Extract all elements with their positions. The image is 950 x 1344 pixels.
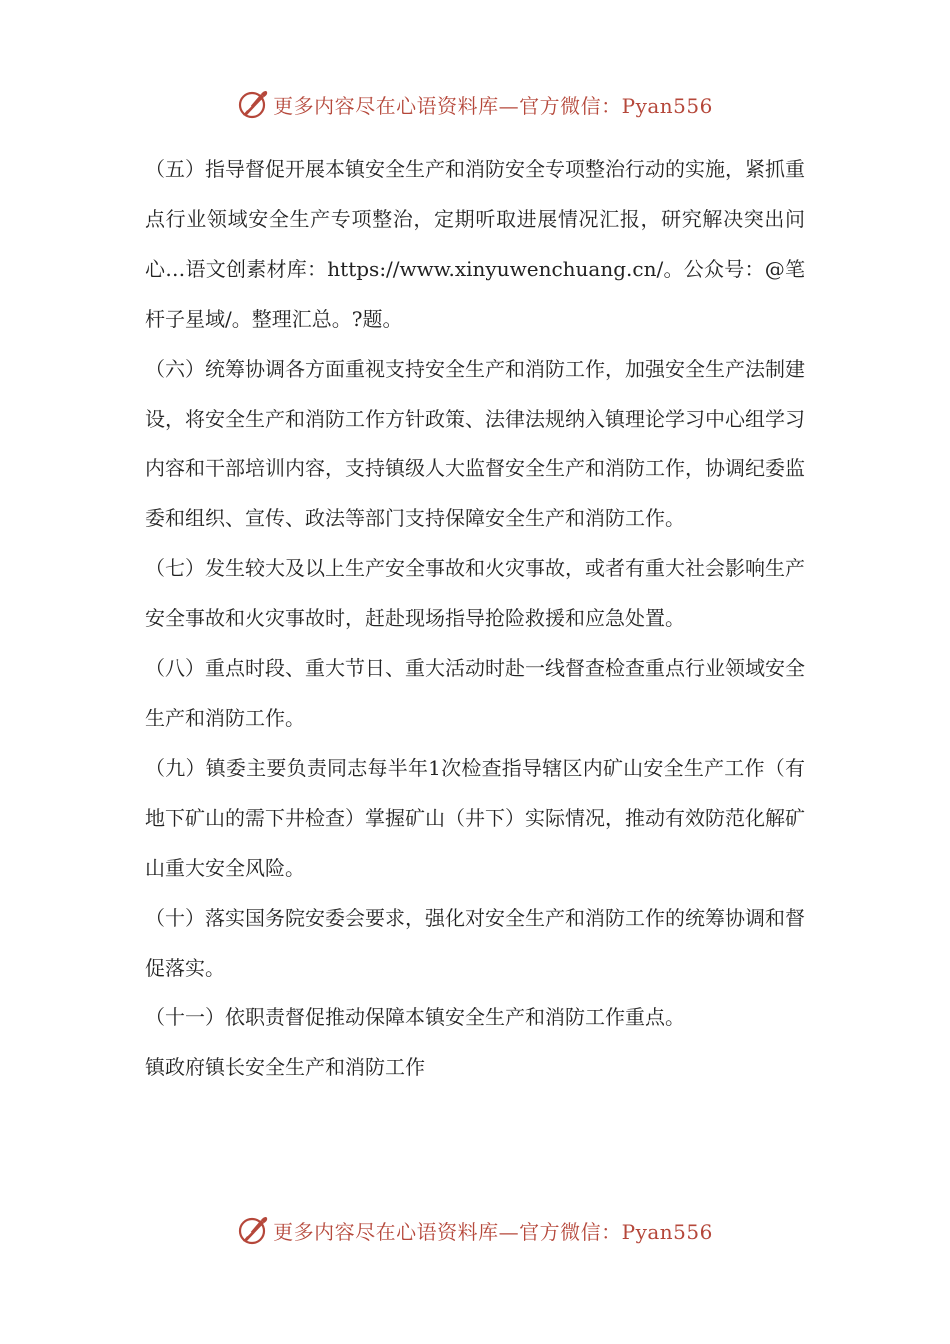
paragraph-6: （六）统筹协调各方面重视支持安全生产和消防工作，加强安全生产法制建设，将安全生产和消防工作方针政策、法律法规纳入镇理论学习中心组学习内容和干部培训内容，支持镇级人大监督安全生产和消防工作，协调纪委监委和组织、宣传、政法等部门支持保障安全生产和消防工作。 [145,356,805,531]
banner-text: 更多内容尽在心语资料库—官方微信：Pyan556 [273,1219,713,1244]
paragraph-8: （八）重点时段、重大节日、重大活动时赴一线督查检查重点行业领域安全生产和消防工作。 [145,656,805,730]
paragraph-5: （五）指导督促开展本镇安全生产和消防安全专项整治行动的实施，紧抓重点行业领域安全生产专项整治，定期听取进展情况汇报，研究解决突出问心…语文创素材库：https://www.xinyuwenchuang.cn/。公众号：@笔杆子星域/。整理汇总。?题。 [145,157,805,331]
header-banner [0,84,950,124]
document-body [145,145,805,1093]
quill-logo-icon [237,88,269,120]
paragraph-9: （九）镇委主要负责同志每半年1次检查指导辖区内矿山安全生产工作（有地下矿山的需下井检查）掌握矿山（井下）实际情况，推动有效防范化解矿山重大安全风险。 [145,755,805,880]
banner-text: 更多内容尽在心语资料库—官方微信：Pyan556 [273,93,713,118]
footer-banner [0,1210,950,1250]
paragraph-10: （十）落实国务院安委会要求，强化对安全生产和消防工作的统筹协调和督促落实。 [145,905,805,980]
paragraph-11: （十一）依职责督促推动保障本镇安全生产和消防工作重点。 [145,1005,685,1030]
paragraph-7: （七）发生较大及以上生产安全事故和火灾事故，或者有重大社会影响生产安全事故和火灾事故时，赶赴现场指导抢险救援和应急处置。 [145,556,805,631]
quill-logo-icon [237,1214,269,1246]
section-heading: 镇政府镇长安全生产和消防工作 [145,1055,425,1080]
